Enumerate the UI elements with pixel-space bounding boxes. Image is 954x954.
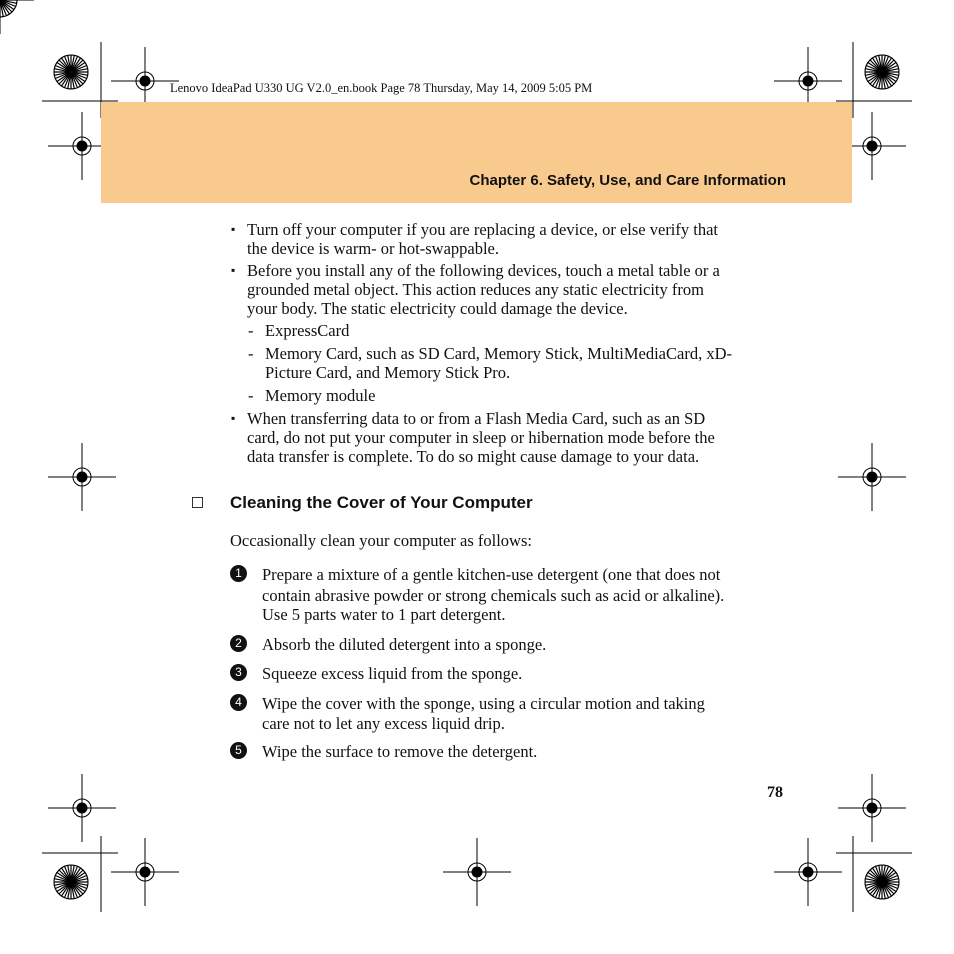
sub-item-3: Memory module <box>265 386 376 405</box>
step-number-icon: 1 <box>230 565 247 582</box>
bullet-3-line-2: card, do not put your computer in sleep or hibernation mode before the <box>247 428 715 447</box>
dash-marker: - <box>248 321 254 340</box>
step-number-icon: 2 <box>230 635 247 652</box>
bullet-1-line-2: the device is warm- or hot-swappable. <box>247 239 499 258</box>
chapter-title: Chapter 6. Safety, Use, and Care Information <box>469 172 786 189</box>
step-4-line-2: care not to let any excess liquid drip. <box>262 714 505 733</box>
step-number-icon: 3 <box>230 664 247 681</box>
section-intro: Occasionally clean your computer as follows: <box>230 531 532 550</box>
step-1-line-1: Prepare a mixture of a gentle kitchen-use detergent (one that does not <box>262 565 721 584</box>
bullet-2-line-2: grounded metal object. This action reduces any static electricity from <box>247 280 704 299</box>
section-square-icon <box>192 497 203 508</box>
bullet-marker: ▪ <box>231 411 236 425</box>
print-info: Lenovo IdeaPad U330 UG V2.0_en.book Page 78 Thursday, May 14, 2009 5:05 PM <box>170 81 593 95</box>
bullet-marker: ▪ <box>231 222 236 236</box>
step-3-line-1: Squeeze excess liquid from the sponge. <box>262 664 523 683</box>
bullet-1-line-1: Turn off your computer if you are replacing a device, or else verify that <box>247 220 719 239</box>
sub-item-2-line-2: Picture Card, and Memory Stick Pro. <box>265 363 511 382</box>
step-number-icon: 4 <box>230 694 247 711</box>
step-2-line-1: Absorb the diluted detergent into a sponge. <box>262 635 547 654</box>
bullet-2-line-3: your body. The static electricity could damage the device. <box>247 299 628 318</box>
sub-item-2-line-1: Memory Card, such as SD Card, Memory Stick, MultiMediaCard, xD- <box>265 344 732 363</box>
sub-item-1: ExpressCard <box>265 321 350 340</box>
section-title: Cleaning the Cover of Your Computer <box>230 493 533 512</box>
step-5-line-1: Wipe the surface to remove the detergent. <box>262 742 538 761</box>
step-1-line-2: contain abrasive powder or strong chemicals such as acid or alkaline). <box>262 586 725 605</box>
bullet-3-line-3: data transfer is complete. To do so might cause damage to your data. <box>247 447 700 466</box>
bullet-3-line-1: When transferring data to or from a Flash Media Card, such as an SD <box>247 409 706 428</box>
step-number-icon: 5 <box>230 742 247 759</box>
dash-marker: - <box>248 386 254 405</box>
page-number: 78 <box>767 784 783 801</box>
dash-marker: - <box>248 344 254 363</box>
bullet-marker: ▪ <box>231 263 236 277</box>
bullet-2-line-1: Before you install any of the following devices, touch a metal table or a <box>247 261 720 280</box>
step-1-line-3: Use 5 parts water to 1 part detergent. <box>262 605 506 624</box>
step-4-line-1: Wipe the cover with the sponge, using a circular motion and taking <box>262 694 705 713</box>
